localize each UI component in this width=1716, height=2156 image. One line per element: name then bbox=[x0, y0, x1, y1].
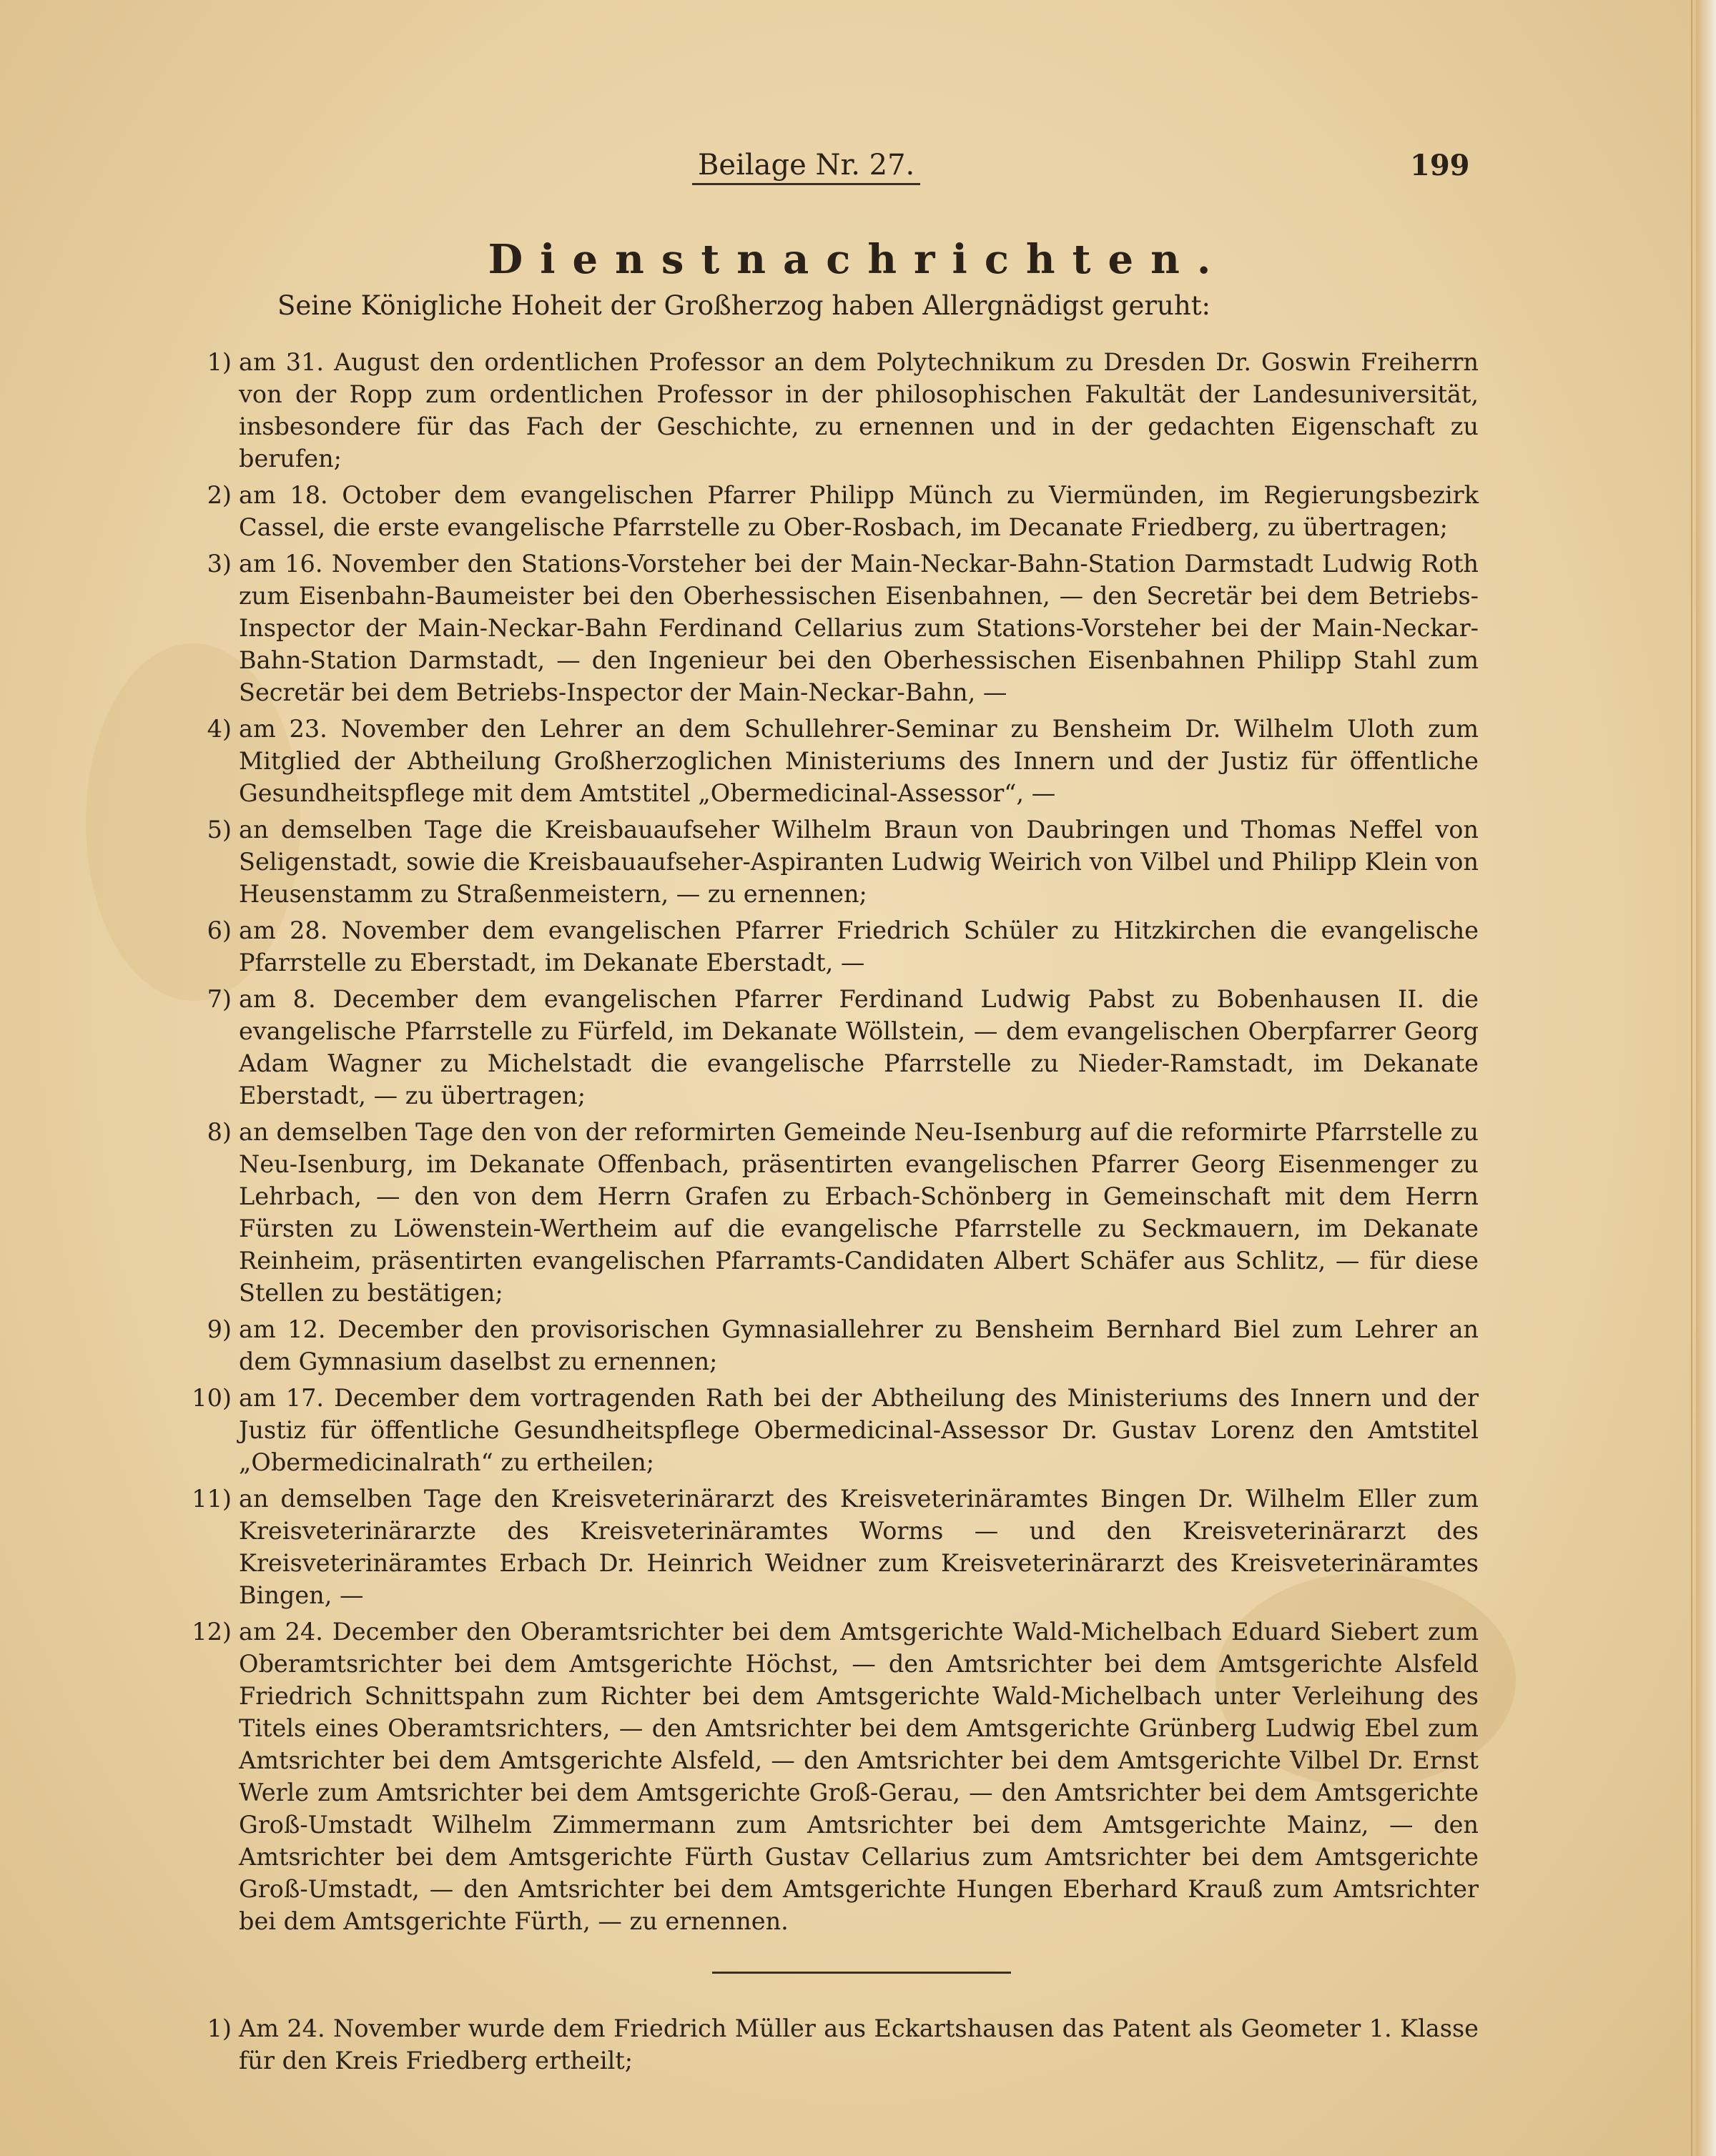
item-text: am 12. December den provisorischen Gymnasiallehrer zu Bensheim Bernhard Biel zum Lehrer an dem Gymnasium daselbst zu ernennen; bbox=[239, 1315, 1479, 1375]
running-head: Beilage Nr. 27. bbox=[692, 149, 920, 185]
page-title: Dienstnachrichten. bbox=[488, 236, 1228, 283]
list-item bbox=[187, 548, 1479, 708]
list-item bbox=[187, 713, 1479, 809]
page-header bbox=[0, 149, 1716, 192]
item-number: 12) bbox=[192, 1618, 232, 1646]
item-text: am 16. November den Stations-Vorsteher bei der Main-Neckar-Bahn-Station Darmstadt Ludwig Roth zum Eisenbahn-Baumeister bei den Oberhessischen Eisenbahnen, — den Secretär bei dem Betriebs-Inspector der Main-Neckar-Bahn Ferdinand Cellarius zum Stations-Vorsteher bei der Main-Neckar-Bahn-Station Darmstadt, — den Ingenieur bei den Oberhessischen Eisenbahnen Philipp Stahl zum Secretär bei dem Betriebs-Inspector der Main-Neckar-Bahn, — bbox=[239, 550, 1479, 706]
item-text: am 31. August den ordentlichen Professor an dem Polytechnikum zu Dresden Dr. Goswin Freiherrn von der Ropp zum ordentlichen Professor in der philosophischen Fakultät der Landesuniversität, insbesondere für das Fach der Geschichte, zu ernennen und in der gedachten Eigenschaft zu berufen; bbox=[239, 348, 1479, 473]
page-number: 199 bbox=[1410, 149, 1470, 182]
list-item bbox=[187, 1483, 1479, 1611]
item-number: 6) bbox=[207, 916, 232, 944]
item-number: 3) bbox=[207, 550, 232, 578]
item-number: 4) bbox=[207, 715, 232, 743]
item-number: 9) bbox=[207, 1315, 232, 1343]
intro-line: Seine Königliche Hoheit der Großherzog haben Allergnädigst geruht: bbox=[277, 290, 1211, 321]
item-text: am 8. December dem evangelischen Pfarrer Ferdinand Ludwig Pabst zu Bobenhausen II. die evangelische Pfarrstelle zu Fürfeld, im Dekanate Wöllstein, — dem evangelischen Oberpfarrer Georg Adam Wagner zu Michelstadt die evangelische Pfarrstelle zu Nieder-Ramstadt, im Dekanate Eberstadt, — zu übertragen; bbox=[239, 985, 1479, 1109]
item-number: 1) bbox=[207, 2014, 232, 2042]
list-item bbox=[187, 1616, 1479, 1937]
item-text: Am 24. November wurde dem Friedrich Müller aus Eckartshausen das Patent als Geometer 1. Klasse für den Kreis Friedberg ertheilt; bbox=[239, 2014, 1479, 2075]
list-item bbox=[187, 914, 1479, 979]
item-number: 11) bbox=[192, 1485, 232, 1513]
item-text: an demselben Tage den Kreisveterinärarzt des Kreisveterinäramtes Bingen Dr. Wilhelm Eller zum Kreisveterinärarzte des Kreisveterinäramtes Worms — und den Kreisveterinärarzt des Kreisveterinäramtes Erbach Dr. Heinrich Weidner zum Kreisveterinärarzt des Kreisveterinäramtes Bingen, — bbox=[239, 1485, 1479, 1609]
item-number: 1) bbox=[207, 348, 232, 376]
list-item bbox=[187, 983, 1479, 1112]
list-item bbox=[187, 814, 1479, 910]
item-text: an demselben Tage die Kreisbauaufseher Wilhelm Braun von Daubringen und Thomas Neffel von Seligenstadt, sowie die Kreisbauaufseher-Aspiranten Ludwig Weirich von Vilbel und Philipp Klein von Heusenstamm zu Straßenmeistern, — zu ernennen; bbox=[239, 816, 1479, 908]
paper-fold bbox=[1691, 0, 1692, 2156]
paper-edge bbox=[1696, 0, 1716, 2156]
section-divider bbox=[712, 1972, 1011, 1974]
item-number: 5) bbox=[207, 816, 232, 844]
item-text: am 24. December den Oberamtsrichter bei dem Amtsgerichte Wald-Michelbach Eduard Siebert zum Oberamtsrichter bei dem Amtsgerichte Höchst, — den Amtsrichter bei dem Amtsgerichte Alsfeld Friedrich Schnittspahn zum Richter bei dem Amtsgerichte Wald-Michelbach unter Verleihung des Titels eines Oberamtsrichters, — den Amtsrichter bei dem Amtsgerichte Grünberg Ludwig Ebel zum Amtsrichter bei dem Amtsgerichte Alsfeld, — den Amtsrichter bei dem Amtsgerichte Vilbel Dr. Ernst Werle zum Amtsrichter bei dem Amtsgerichte Groß-Gerau, — den Amtsrichter bei dem Amtsgerichte Groß-Umstadt Wilhelm Zimmermann zum Amtsrichter bei dem Amtsgerichte Mainz, — den Amtsrichter bei dem Amtsgerichte Fürth Gustav Cellarius zum Amtsrichter bei dem Amtsgerichte Groß-Umstadt, — den Amtsrichter bei dem Amtsgerichte Hungen Eberhard Krauß zum Amtsrichter bei dem Amtsgerichte Fürth, — zu ernennen. bbox=[239, 1618, 1479, 1935]
list-item bbox=[187, 2012, 1479, 2077]
item-number: 8) bbox=[207, 1118, 232, 1146]
list-item bbox=[187, 1116, 1479, 1309]
list-item bbox=[187, 1313, 1479, 1378]
item-text: am 17. December dem vortragenden Rath bei der Abtheilung des Ministeriums des Innern und der Justiz für öffentliche Gesundheitspflege Obermedicinal-Assessor Dr. Gustav Lorenz den Amtstitel „Obermedicinalrath“ zu ertheilen; bbox=[239, 1384, 1479, 1476]
item-text: am 28. November dem evangelischen Pfarrer Friedrich Schüler zu Hitzkirchen die evangelische Pfarrstelle zu Eberstadt, im Dekanate Eberstadt, — bbox=[239, 916, 1479, 976]
announcement-list bbox=[187, 346, 1479, 2081]
item-text: am 23. November den Lehrer an dem Schullehrer-Seminar zu Bensheim Dr. Wilhelm Uloth zum Mitglied der Abtheilung Großherzoglichen Ministeriums des Innern und der Justiz für öffentliche Gesundheitspflege mit dem Amtstitel „Obermedicinal-Assessor“, — bbox=[239, 715, 1479, 807]
item-number: 10) bbox=[192, 1384, 232, 1412]
item-number: 2) bbox=[207, 481, 232, 509]
item-text: am 18. October dem evangelischen Pfarrer Philipp Münch zu Viermünden, im Regierungsbezirk Cassel, die erste evangelische Pfarrstelle zu Ober-Rosbach, im Decanate Friedberg, zu übertragen; bbox=[239, 481, 1479, 541]
list-item bbox=[187, 479, 1479, 543]
item-text: an demselben Tage den von der reformirten Gemeinde Neu-Isenburg auf die reformirte Pfarrstelle zu Neu-Isenburg, im Dekanate Offenbach, präsentirten evangelischen Pfarrer Georg Eisenmenger zu Lehrbach, — den von dem Herrn Grafen zu Erbach-Schönberg in Gemeinschaft mit dem Herrn Fürsten zu Löwenstein-Wertheim auf die evangelische Pfarrstelle zu Seckmauern, im Dekanate Reinheim, präsentirten evangelischen Pfarramts-Candidaten Albert Schäfer aus Schlitz, — für diese Stellen zu bestätigen; bbox=[239, 1118, 1479, 1307]
item-number: 7) bbox=[207, 985, 232, 1013]
list-item bbox=[187, 1382, 1479, 1478]
list-item bbox=[187, 346, 1479, 475]
